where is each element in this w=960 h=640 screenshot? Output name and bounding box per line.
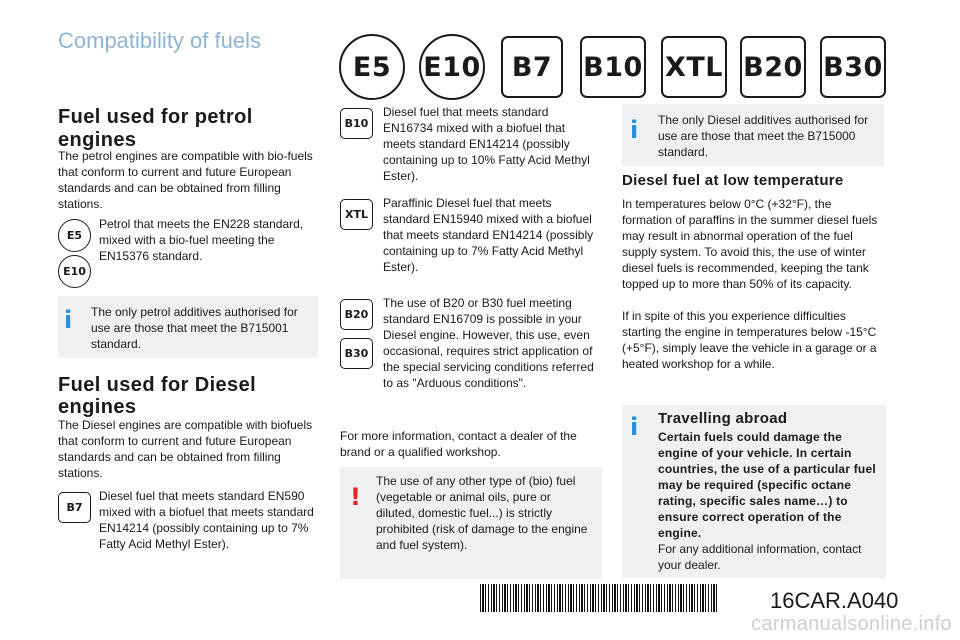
b10-desc: Diesel fuel that meets standard EN16734 mixed with a biofuel that meets standard EN14214 (possibly containing up to 10% Fatty Acid Methyl Ester). [383, 105, 590, 183]
badge-b20: B20 [340, 299, 373, 330]
info-icon: i [64, 306, 73, 334]
b20-b30-desc: The use of B20 or B30 fuel meeting standard EN16709 is possible in your Diesel engine. However, this use, even occasional, requires strict application of the special servicing conditions referred to as "Arduous conditions". [383, 296, 594, 390]
b7-desc: Diesel fuel that meets standard EN590 mixed with a biofuel that meets standard EN14214 (possibly containing up to 7% Fatty Acid Methyl Ester). [99, 489, 314, 551]
badge-b7-header: B7 [501, 36, 563, 98]
diesel-additive-note-text: The only Diesel additives authorised for use are those that meet the B715000 standard. [658, 113, 869, 159]
info-icon: i [630, 413, 639, 441]
low-temp-text-1: In temperatures below 0°C (+32°F), the formation of paraffins in the summer diesel fuels may result in abnormal operation of the fuel supply system. To avoid this, the use of winter diesel fuels is recommended, keeping the tank topped up to more than 50% of its capacity. [622, 197, 878, 291]
diesel-heading: Fuel used for Diesel engines [58, 374, 257, 418]
badge-b7: B7 [58, 492, 91, 523]
warning-icon: ! [350, 483, 361, 511]
low-temp-text-2: If in spite of this you experience difficulties starting the engine in temperatures below -15°C (+5°F), simply leave the vehicle in a garage or a heated workshop for a while. [622, 309, 877, 371]
badge-b30-header: B30 [820, 36, 886, 98]
badge-e5: E5 [58, 219, 91, 252]
badge-e5-header: E5 [339, 34, 405, 100]
low-temp-heading: Diesel fuel at low temperature [622, 172, 844, 189]
badge-e10: E10 [58, 255, 91, 288]
xtl-desc: Paraffinic Diesel fuel that meets standard EN15940 mixed with a biofuel that meets standard EN14214 (possibly containing up to 7% Fatty Acid Methyl Ester). [383, 196, 594, 274]
abroad-text: For any additional information, contact your dealer. [658, 542, 862, 572]
badge-b10: B10 [340, 108, 373, 139]
petrol-intro: The petrol engines are compatible with bio-fuels that conform to current and future European standards and can be obtained from filling stations. [58, 149, 313, 211]
badge-b30: B30 [340, 338, 373, 369]
diesel-additive-note [622, 104, 884, 166]
petrol-heading: Fuel used for petrol engines [58, 106, 253, 151]
badge-e10-header: E10 [419, 34, 485, 100]
info-icon: i [630, 116, 639, 144]
fuel-warning-text: The use of any other type of (bio) fuel (vegetable or animal oils, pure or diluted, domestic fuel...) is strictly prohibited (risk of damage to the engine and fuel system). [376, 474, 588, 552]
document-code: 16CAR.A040 [770, 588, 899, 613]
badge-xtl-header: XTL [661, 36, 727, 98]
petrol-desc: Petrol that meets the EN228 standard, mixed with a bio-fuel meeting the EN15376 standard. [99, 217, 304, 263]
petrol-additive-note-text: The only petrol additives authorised for use are those that meet the B715001 standard. [91, 305, 298, 351]
more-info-text: For more information, contact a dealer of the brand or a qualified workshop. [340, 429, 577, 459]
badge-b20-header: B20 [740, 36, 806, 98]
abroad-heading: Travelling abroad [658, 410, 788, 427]
badge-xtl: XTL [340, 199, 373, 230]
barcode [480, 584, 718, 612]
diesel-intro: The Diesel engines are compatible with biofuels that conform to current and future European standards and can be obtained from filling stations. [58, 418, 313, 480]
travelling-abroad-note [622, 405, 886, 578]
fuel-warning-note [340, 467, 602, 579]
petrol-additive-note [58, 296, 318, 358]
page-title: Compatibility of fuels [58, 28, 261, 53]
badge-b10-header: B10 [580, 36, 646, 98]
abroad-bold-text: Certain fuels could damage the engine of your vehicle. In certain countries, the use of a particular fuel may be required (specific octane rating, specific sales name…) to ensure correct operation of the engine. [658, 430, 876, 540]
watermark: carmanualsonline.info [751, 613, 952, 635]
